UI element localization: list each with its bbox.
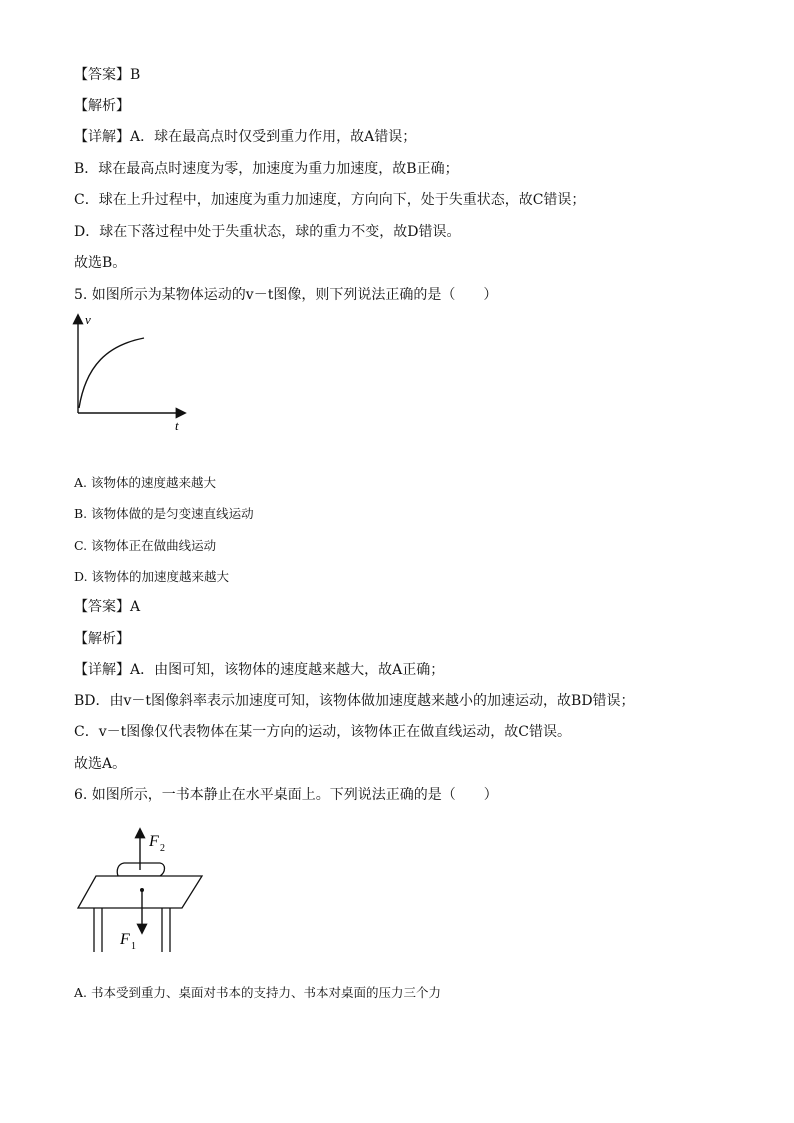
q5-option-d: D. 该物体的加速度越来越大 bbox=[74, 569, 230, 584]
q5-detail-a: 【详解】A．由图可知，该物体的速度越来越大，故A正确； bbox=[74, 662, 445, 678]
f2-label: F bbox=[149, 833, 159, 850]
q6-option-a: A. 书本受到重力、桌面对书本的支持力、书本对桌面的压力三个力 bbox=[74, 985, 441, 1000]
q6-book-table-figure bbox=[72, 820, 222, 960]
vt-t-label: t bbox=[175, 418, 179, 433]
q4-detail-a: 【详解】A．球在最高点时仅受到重力作用，故A错误； bbox=[74, 129, 417, 145]
q5-option-c: C. 该物体正在做曲线运动 bbox=[74, 538, 217, 553]
q5-detail-c: C．v－t图像仅代表物体在某一方向的运动，该物体正在做直线运动，故C错误。 bbox=[74, 724, 571, 740]
q5-option-b: B. 该物体做的是匀变速直线运动 bbox=[74, 506, 254, 521]
f1-label: F bbox=[120, 931, 130, 948]
q4-detail-c: C．球在上升过程中，加速度为重力加速度，方向向下，处于失重状态，故C错误； bbox=[74, 192, 586, 208]
q4-analysis-heading: 【解析】 bbox=[74, 98, 130, 114]
table-top bbox=[78, 876, 202, 908]
q5-detail-bd: BD．由v－t图像斜率表示加速度可知，该物体做加速度越来越小的加速运动，故BD错误； bbox=[74, 693, 635, 709]
q4-answer: 【答案】B bbox=[74, 67, 141, 83]
q5-stem: 5. 如图所示为某物体运动的v－t图像，则下列说法正确的是（ ） bbox=[74, 287, 498, 303]
f1-subscript: 1 bbox=[131, 941, 136, 952]
q5-analysis-heading: 【解析】 bbox=[74, 631, 130, 647]
q5-option-a: A. 该物体的速度越来越大 bbox=[74, 475, 216, 490]
q5-conclusion: 故选A。 bbox=[74, 756, 127, 772]
q6-stem: 6. 如图所示，一书本静止在水平桌面上。下列说法正确的是（ ） bbox=[74, 787, 498, 803]
vt-curve bbox=[79, 338, 144, 408]
q4-conclusion: 故选B。 bbox=[74, 255, 127, 271]
q5-vt-graph bbox=[66, 310, 196, 435]
q4-detail-d: D．球在下落过程中处于失重状态，球的重力不变，故D错误。 bbox=[74, 224, 461, 240]
q4-detail-b: B．球在最高点时速度为零，加速度为重力加速度，故B正确； bbox=[74, 161, 459, 177]
book-shape bbox=[117, 863, 164, 876]
q5-answer: 【答案】A bbox=[74, 599, 141, 615]
vt-v-label: v bbox=[85, 312, 91, 327]
f2-subscript: 2 bbox=[160, 843, 165, 854]
